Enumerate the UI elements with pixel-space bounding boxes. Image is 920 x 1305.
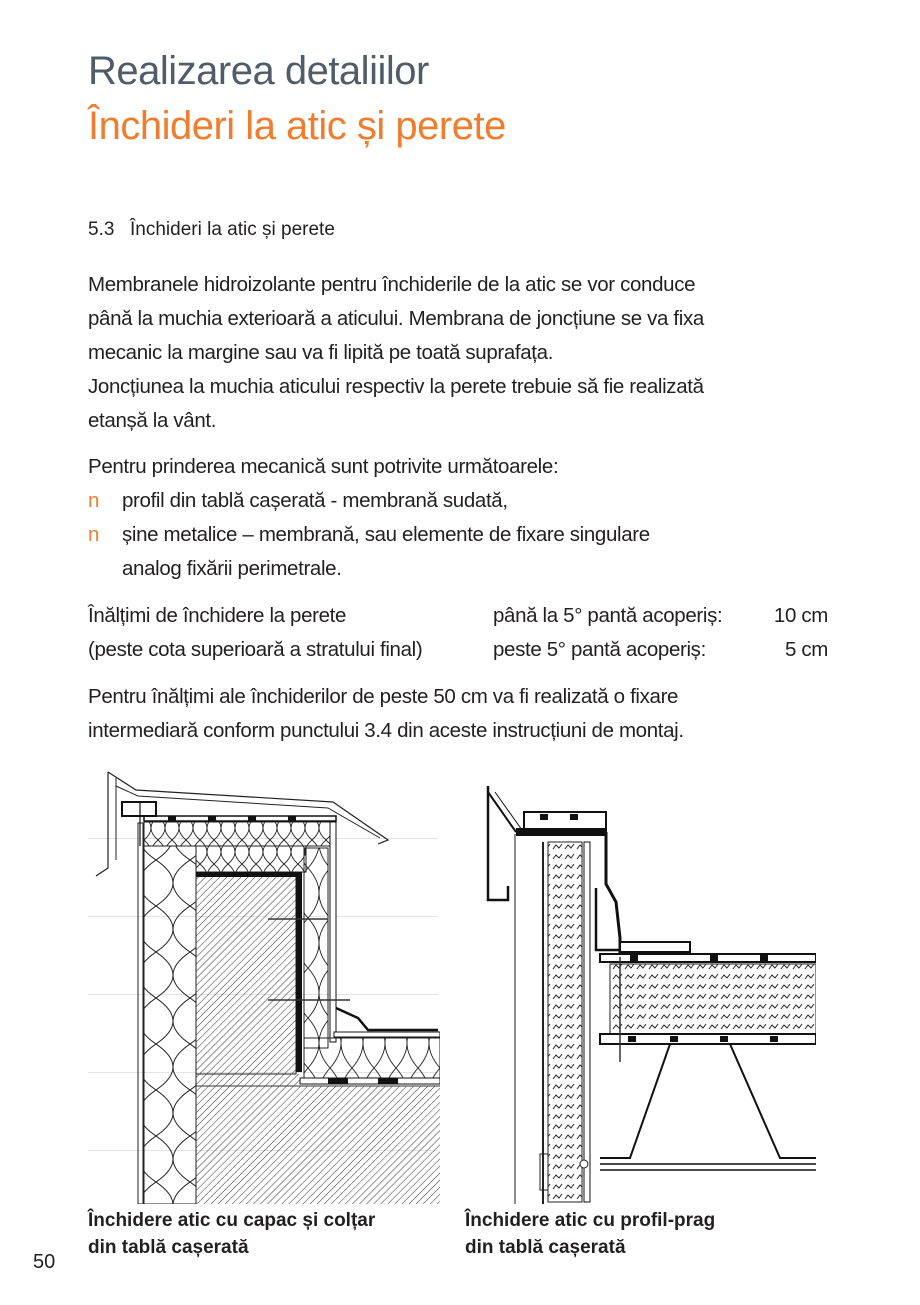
caption-line: din tablă cașerată [465, 1237, 626, 1258]
intro-paragraph [88, 268, 828, 438]
table-row [88, 633, 828, 667]
row-value: 10 cm [773, 604, 828, 627]
figure-caption [465, 1207, 825, 1261]
parapet-threshold-profile-drawing [480, 782, 816, 1204]
list-item-text: analog fixării perimetrale. [122, 557, 342, 580]
caption-line: din tablă cașerată [88, 1237, 249, 1258]
caption-line: Închidere atic cu capac și colțar [88, 1210, 376, 1231]
text-line: etanșă la vânt. [88, 409, 217, 432]
bullet-marker-icon: n [88, 489, 100, 512]
section-title: Închideri la atic și perete [130, 219, 335, 240]
page-title: Închideri la atic și perete [88, 104, 506, 148]
fastening-list [88, 484, 828, 586]
section-number: 5.3 [88, 219, 115, 240]
text-line: Joncțiunea la muchia aticului respectiv la perete trebuie să fie realizată [88, 375, 704, 398]
row-condition: peste 5° pantă acoperiș: [493, 638, 706, 661]
row-label: Înălțimi de închidere la perete [88, 604, 347, 627]
text-line: Pentru înălțimi ale închiderilor de peste 50 cm va fi realizată o fixare [88, 685, 679, 708]
page-number: 50 [33, 1251, 56, 1273]
row-value-group [493, 633, 828, 667]
bullet-marker-icon: n [88, 523, 100, 546]
text-line: mecanic la margine sau va fi lipită pe toată suprafața. [88, 341, 554, 364]
parapet-cap-detail-drawing [88, 768, 440, 1204]
row-value-group [493, 599, 828, 633]
section-heading [88, 216, 335, 244]
closure-heights-table [88, 599, 828, 667]
row-value: 5 cm [784, 638, 828, 661]
caption-line: Închidere atic cu profil-prag [465, 1210, 716, 1231]
table-row [88, 599, 828, 633]
fastening-intro: Pentru prinderea mecanică sunt potrivite următoarele: [88, 455, 559, 478]
page-title-category: Realizarea detaliilor [88, 49, 429, 93]
text-line: intermediară conform punctului 3.4 din aceste instrucțiuni de montaj. [88, 719, 684, 742]
list-item [88, 518, 828, 586]
list-item-text: profil din tablă cașerată - membrană sudată, [122, 489, 508, 512]
text-line: până la muchia exterioară a aticului. Membrana de joncțiune se va fixa [88, 307, 704, 330]
intermediate-fixing-paragraph [88, 680, 828, 748]
row-condition: până la 5° pantă acoperiș: [493, 604, 723, 627]
list-item-text: șine metalice – membrană, sau elemente de fixare singulare [122, 523, 650, 546]
list-item [88, 484, 828, 518]
row-label: (peste cota superioară a stratului final) [88, 638, 423, 661]
figure-caption [88, 1207, 448, 1261]
text-line: Membranele hidroizolante pentru închiderile de la atic se vor conduce [88, 273, 696, 296]
